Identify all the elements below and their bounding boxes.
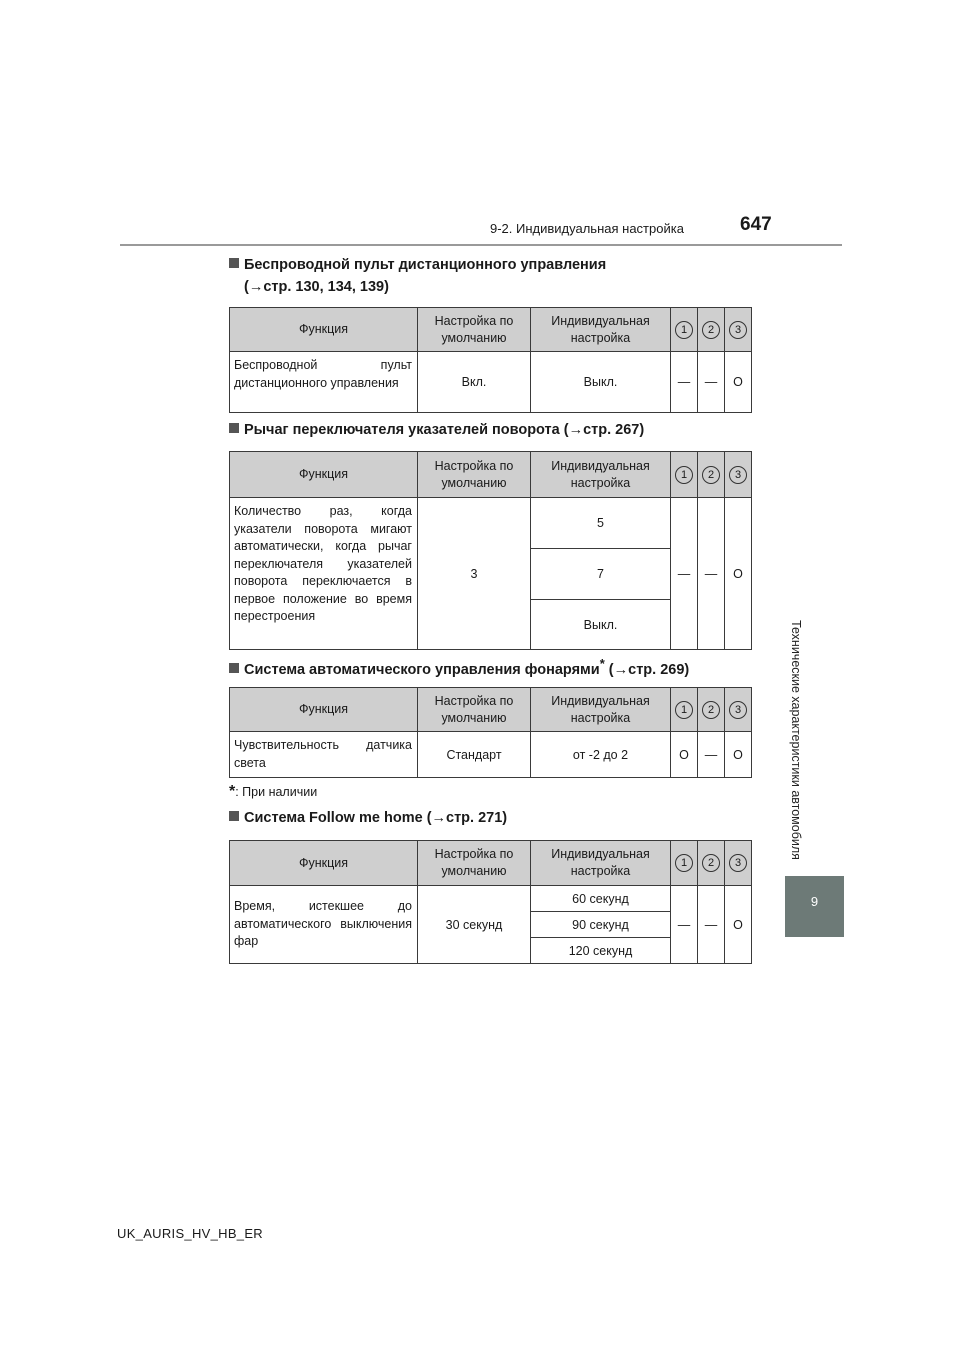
function-cell: Время, истекшее до автоматического выключения фар — [230, 886, 418, 964]
circled-number-3-icon: 3 — [729, 854, 747, 872]
bullet-square-icon — [229, 423, 239, 433]
settings-table-turn-signal — [229, 451, 752, 650]
header-function: Функция — [230, 688, 418, 732]
table-header-row — [230, 841, 752, 886]
table-row — [230, 886, 752, 912]
circled-number-2-icon: 2 — [702, 321, 720, 339]
settings-table-follow-me-home — [229, 840, 752, 964]
footnote-mark: * — [599, 656, 605, 671]
circled-number-1-icon: 1 — [675, 321, 693, 339]
header-default: Настройка по умолчанию — [418, 688, 531, 732]
custom-option: Выкл. — [531, 600, 671, 650]
header-custom: Индивидуальная настройка — [531, 452, 671, 498]
mode-1-cell: — — [671, 498, 698, 650]
footnote-mark: * — [229, 783, 236, 800]
table-row — [230, 352, 752, 413]
circled-number-2-icon: 2 — [702, 466, 720, 484]
circled-number-2-icon: 2 — [702, 854, 720, 872]
mode-2-cell: — — [698, 732, 725, 778]
table-row — [230, 732, 752, 778]
header-default: Настройка по умолчанию — [418, 841, 531, 886]
header-default: Настройка по умолчанию — [418, 452, 531, 498]
custom-option: 60 секунд — [531, 886, 671, 912]
footnote: *: При наличии — [229, 783, 318, 800]
settings-table-auto-lights — [229, 687, 752, 778]
table-header-row — [230, 452, 752, 498]
custom-option: 120 секунд — [531, 938, 671, 964]
table-header-row — [230, 308, 752, 352]
default-cell: Стандарт — [418, 732, 531, 778]
mode-1-cell: — — [671, 352, 698, 413]
custom-option: 7 — [531, 549, 671, 600]
header-custom: Индивидуальная настройка — [531, 688, 671, 732]
mode-1-cell: — — [671, 886, 698, 964]
mode-3-cell: O — [725, 352, 752, 413]
page-number: 647 — [740, 214, 772, 235]
header-function: Функция — [230, 308, 418, 352]
circled-number-3-icon: 3 — [729, 466, 747, 484]
chapter-number: 9 — [810, 894, 819, 909]
bullet-square-icon — [229, 258, 239, 268]
page-reference: (→стр. 267) — [563, 422, 645, 438]
section-heading-remote: Беспроводной пульт дистанционного управления (→стр. 130, 134, 139) — [229, 254, 606, 298]
custom-option: 90 секунд — [531, 912, 671, 938]
page-reference: (→стр. 269) — [608, 661, 690, 678]
header-custom: Индивидуальная настройка — [531, 841, 671, 886]
chapter-tab — [785, 876, 844, 937]
section-heading-auto-lights: Система автоматического управления фонарями* (→стр. 269) — [229, 653, 689, 681]
mode-2-cell: — — [698, 498, 725, 650]
document-code: UK_AURIS_HV_HB_ER — [117, 1226, 263, 1241]
section-heading-follow-me-home: Система Follow me home (→стр. 271) — [229, 807, 507, 829]
custom-cell: Выкл. — [531, 352, 671, 413]
settings-table-remote — [229, 307, 752, 413]
section-title: 9-2. Индивидуальная настройка — [490, 221, 684, 236]
table-header-row — [230, 688, 752, 732]
circled-number-1-icon: 1 — [675, 701, 693, 719]
custom-option: 5 — [531, 498, 671, 549]
mode-1-cell: O — [671, 732, 698, 778]
header-divider — [120, 244, 842, 246]
function-cell: Количество раз, когда указатели поворота мигают автоматически, когда рычаг переключателя указателей поворота переключается в первое положение во время перестроения — [230, 498, 418, 650]
custom-cell: от -2 до 2 — [531, 732, 671, 778]
circled-number-3-icon: 3 — [729, 321, 747, 339]
page-reference: (→стр. 130, 134, 139) — [244, 279, 389, 295]
circled-number-1-icon: 1 — [675, 466, 693, 484]
mode-3-cell: O — [725, 886, 752, 964]
function-cell: Чувствительность датчика света — [230, 732, 418, 778]
mode-2-cell: — — [698, 352, 725, 413]
default-cell: Вкл. — [418, 352, 531, 413]
bullet-square-icon — [229, 663, 239, 673]
default-cell: 3 — [418, 498, 531, 650]
section-heading-turn-signal: Рычаг переключателя указателей поворота (→стр. 267) — [229, 419, 644, 441]
default-cell: 30 секунд — [418, 886, 531, 964]
table-row — [230, 498, 752, 549]
mode-3-cell: O — [725, 498, 752, 650]
mode-2-cell: — — [698, 886, 725, 964]
page-reference: (→стр. 271) — [426, 810, 508, 826]
mode-3-cell: O — [725, 732, 752, 778]
header-function: Функция — [230, 452, 418, 498]
header-custom: Индивидуальная настройка — [531, 308, 671, 352]
header-function: Функция — [230, 841, 418, 886]
bullet-square-icon — [229, 811, 239, 821]
function-cell: Беспроводной пульт дистанционного управления — [230, 352, 418, 413]
side-tab-text: Технические характеристики автомобиля — [789, 620, 803, 860]
circled-number-2-icon: 2 — [702, 701, 720, 719]
header-default: Настройка по умолчанию — [418, 308, 531, 352]
circled-number-1-icon: 1 — [675, 854, 693, 872]
circled-number-3-icon: 3 — [729, 701, 747, 719]
